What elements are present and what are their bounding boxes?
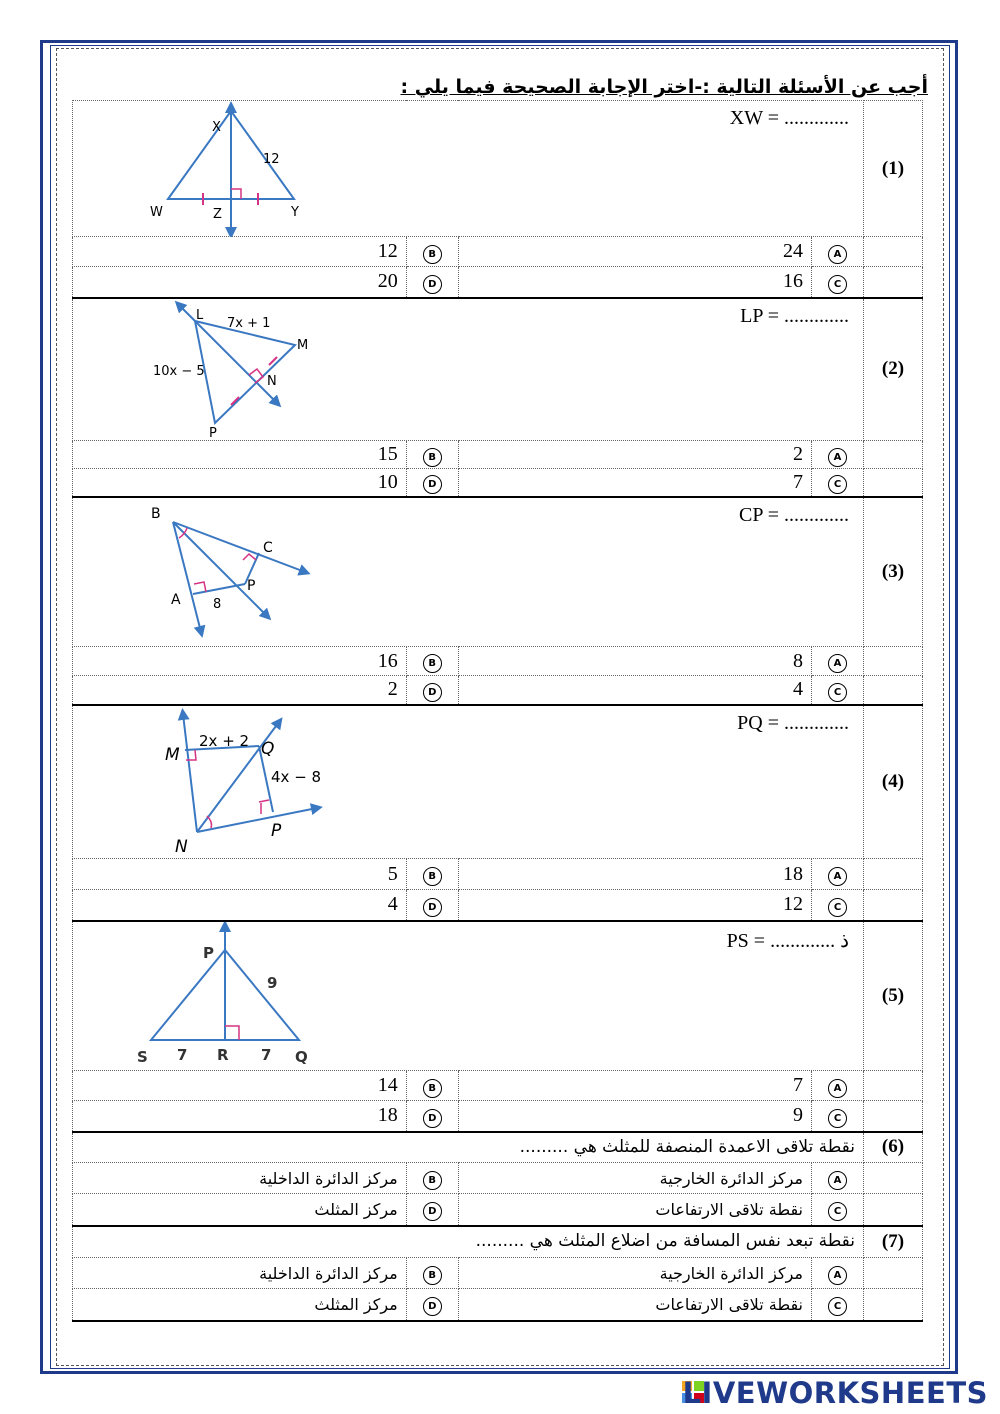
option-d-marker[interactable]: D bbox=[406, 1289, 458, 1321]
option-d-marker[interactable]: D bbox=[406, 890, 458, 921]
question-2-cell bbox=[73, 298, 864, 441]
option-c-value[interactable]: 16 bbox=[458, 267, 811, 298]
option-c-marker[interactable]: C bbox=[812, 1289, 864, 1321]
question-4-number: (4) bbox=[864, 705, 923, 859]
question-5-text: PS = ............. ذ bbox=[726, 929, 849, 952]
option-d-value[interactable]: 10 bbox=[73, 469, 407, 497]
figure-triangle-lmp bbox=[73, 299, 333, 442]
question-6-cell bbox=[73, 1132, 864, 1163]
question-6-number: (6) bbox=[864, 1132, 923, 1163]
figure-angle-bisector-quad bbox=[73, 706, 333, 860]
liveworksheets-brand[interactable]: LIVEWORKSHEETS bbox=[682, 1376, 988, 1410]
option-d-marker[interactable]: D bbox=[406, 469, 458, 497]
question-3-number: (3) bbox=[864, 497, 923, 647]
question-1-text: XW = ............. bbox=[729, 107, 849, 129]
option-d-marker[interactable]: D bbox=[406, 676, 458, 705]
option-d-value[interactable]: 18 bbox=[73, 1101, 407, 1132]
svg-text:M: M bbox=[165, 744, 180, 765]
question-6-text: نقطة تلاقى الاعمدة المنصفة للمثلث هي ......... bbox=[519, 1136, 855, 1157]
option-b-marker[interactable]: B bbox=[406, 441, 458, 469]
question-1-cell bbox=[73, 101, 864, 237]
option-d-value[interactable]: مركز المثلث bbox=[73, 1194, 407, 1226]
question-5-cell bbox=[73, 921, 864, 1071]
option-d-value[interactable]: 2 bbox=[73, 676, 407, 705]
figure-angle-bisector bbox=[73, 498, 333, 648]
svg-text:R: R bbox=[217, 1045, 229, 1064]
svg-text:B: B bbox=[151, 505, 161, 522]
svg-text:S: S bbox=[137, 1047, 148, 1066]
svg-text:W: W bbox=[150, 205, 163, 220]
option-d-value[interactable]: 20 bbox=[73, 267, 407, 298]
svg-text:P: P bbox=[203, 943, 214, 962]
svg-text:7: 7 bbox=[261, 1045, 272, 1064]
svg-text:A: A bbox=[171, 591, 181, 608]
svg-text:Y: Y bbox=[291, 205, 299, 220]
svg-text:8: 8 bbox=[213, 596, 222, 612]
option-b-value[interactable]: 14 bbox=[73, 1071, 407, 1101]
question-7-cell bbox=[73, 1226, 864, 1258]
svg-text:C: C bbox=[263, 539, 273, 556]
figure-triangle-psq bbox=[73, 922, 333, 1072]
option-c-marker[interactable]: C bbox=[812, 469, 864, 497]
option-c-marker[interactable]: C bbox=[812, 267, 864, 298]
option-c-marker[interactable]: C bbox=[812, 890, 864, 921]
option-c-marker[interactable]: C bbox=[812, 1194, 864, 1226]
option-b-marker[interactable]: B bbox=[406, 647, 458, 676]
option-c-value[interactable]: 9 bbox=[458, 1101, 811, 1132]
option-c-value[interactable]: 4 bbox=[458, 676, 811, 705]
svg-text:10x − 5: 10x − 5 bbox=[153, 363, 205, 379]
option-a-marker[interactable]: A bbox=[812, 237, 864, 267]
svg-text:M: M bbox=[297, 337, 309, 353]
question-7-text: نقطة تبعد نفس المسافة من اضلاع المثلث هي ......... bbox=[475, 1230, 855, 1251]
svg-text:Q: Q bbox=[261, 738, 275, 759]
option-c-marker[interactable]: C bbox=[812, 1101, 864, 1132]
option-d-value[interactable]: 4 bbox=[73, 890, 407, 921]
option-c-value[interactable]: 12 bbox=[458, 890, 811, 921]
option-d-marker[interactable]: D bbox=[406, 1101, 458, 1132]
svg-text:P: P bbox=[247, 577, 256, 594]
option-b-marker[interactable]: B bbox=[406, 1163, 458, 1194]
option-b-value[interactable]: 5 bbox=[73, 859, 407, 890]
question-5-number: (5) bbox=[864, 921, 923, 1071]
option-a-value[interactable]: مركز الدائرة الخارجية bbox=[458, 1258, 811, 1289]
svg-text:4x − 8: 4x − 8 bbox=[271, 767, 322, 786]
question-4-cell bbox=[73, 705, 864, 859]
option-b-marker[interactable]: B bbox=[406, 1258, 458, 1289]
option-b-value[interactable]: 15 bbox=[73, 441, 407, 469]
svg-text:Q: Q bbox=[295, 1047, 308, 1066]
option-d-marker[interactable]: D bbox=[406, 267, 458, 298]
option-a-marker[interactable]: A bbox=[812, 1258, 864, 1289]
question-1-number: (1) bbox=[864, 101, 923, 237]
questions-table bbox=[72, 100, 923, 1322]
svg-text:P: P bbox=[209, 425, 217, 441]
question-2-text: LP = ............. bbox=[740, 304, 849, 327]
option-b-value[interactable]: مركز الدائرة الداخلية bbox=[73, 1258, 407, 1289]
option-c-marker[interactable]: C bbox=[812, 676, 864, 705]
question-4-text: PQ = ............. bbox=[737, 711, 849, 734]
question-3-cell bbox=[73, 497, 864, 647]
svg-text:7: 7 bbox=[177, 1045, 188, 1064]
option-a-marker[interactable]: A bbox=[812, 441, 864, 469]
svg-text:9: 9 bbox=[267, 973, 278, 992]
question-7-number: (7) bbox=[864, 1226, 923, 1258]
svg-text:12: 12 bbox=[263, 152, 280, 167]
option-c-value[interactable]: نقطة تلاقى الارتفاعات bbox=[458, 1289, 811, 1321]
option-a-value[interactable]: 24 bbox=[458, 237, 811, 267]
option-c-value[interactable]: 7 bbox=[458, 469, 811, 497]
option-b-value[interactable]: 12 bbox=[73, 237, 407, 267]
option-a-marker[interactable]: A bbox=[812, 859, 864, 890]
option-d-value[interactable]: مركز المثلث bbox=[73, 1289, 407, 1321]
worksheet-heading: أجب عن الأسئلة التالية :-اختر الإجابة الصحيحة فيما يلي : bbox=[400, 76, 928, 98]
option-b-value[interactable]: مركز الدائرة الداخلية bbox=[73, 1163, 407, 1194]
option-d-marker[interactable]: D bbox=[406, 1194, 458, 1226]
svg-text:N: N bbox=[267, 373, 277, 389]
option-a-value[interactable]: 18 bbox=[458, 859, 811, 890]
option-a-marker[interactable]: A bbox=[812, 1163, 864, 1194]
option-a-value[interactable]: 8 bbox=[458, 647, 811, 676]
question-3-text: CP = ............. bbox=[739, 503, 849, 526]
option-a-marker[interactable]: A bbox=[812, 647, 864, 676]
option-a-value[interactable]: مركز الدائرة الخارجية bbox=[458, 1163, 811, 1194]
option-b-marker[interactable]: B bbox=[406, 237, 458, 267]
option-a-marker[interactable]: A bbox=[812, 1071, 864, 1101]
option-b-marker[interactable]: B bbox=[406, 859, 458, 890]
svg-text:L: L bbox=[196, 307, 204, 323]
question-2-number: (2) bbox=[864, 298, 923, 441]
svg-text:X: X bbox=[212, 120, 221, 135]
svg-text:P: P bbox=[271, 820, 282, 841]
figure-triangle-xwy bbox=[73, 101, 313, 237]
svg-text:N: N bbox=[175, 836, 188, 857]
option-b-marker[interactable]: B bbox=[406, 1071, 458, 1101]
svg-text:7x + 1: 7x + 1 bbox=[227, 315, 271, 331]
option-c-value[interactable]: نقطة تلاقى الارتفاعات bbox=[458, 1194, 811, 1226]
option-a-value[interactable]: 2 bbox=[458, 441, 811, 469]
option-a-value[interactable]: 7 bbox=[458, 1071, 811, 1101]
svg-text:2x + 2: 2x + 2 bbox=[199, 731, 250, 750]
svg-text:Z: Z bbox=[213, 207, 222, 222]
option-b-value[interactable]: 16 bbox=[73, 647, 407, 676]
